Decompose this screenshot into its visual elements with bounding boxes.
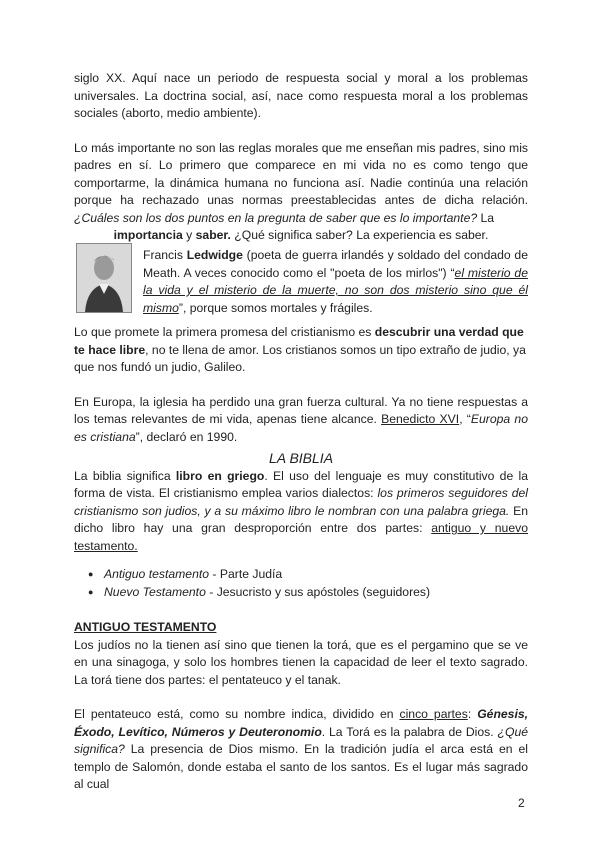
text-block-top [74, 70, 528, 245]
paragraph-lo-mas-importante: Lo más importante no son las reglas morales que me enseñan mis padres, sino mis padres en sí. Lo primero que comparece en mi vida no es como tengo que comportarme, la dinámica humana no funciona así. Nadie continúa una relación porque ha rechazado unas normas preestablecidas antes de dicha relación. ¿Cuáles son los dos puntos en la pregunta de saber que es lo importante? La [74, 140, 528, 225]
list-item: ● Antiguo testamento - Parte Judía [74, 565, 528, 583]
page-number: 2 [518, 796, 525, 810]
paragraph-europa: En Europa, la iglesia ha perdido una gran fuerza cultural. Ya no tiene respuestas a los temas relevantes de mi vida, apenas tiene alcance. Benedicto XVI, “Europa no es cristiana”, declaró en 1990. [74, 394, 528, 444]
list-item: ● Nuevo Testamento - Jesucristo y sus apóstoles (seguidores) [74, 583, 528, 601]
bio-ledwidge: Francis Ledwidge (poeta de guerra irlandés y soldado del condado de Meath. A veces conocido como el "poeta de los mirlos") “el misterio de la vida y el misterio de la muerte, no son dos misterio sino que él mismo”, porque somos mortales y frágiles. [143, 248, 528, 315]
paragraph-biblia: La biblia significa libro en griego. El uso del lenguaje es muy constitutivo de la forma de vista. El cristianismo emplea varios dialectos: los primeros seguidores del cristianismo son judios, y a su máximo libro le nombran con una palabra griega. En dicho libro hay una gran desproporción entre dos partes: antiguo y nuevo testamento. [74, 468, 529, 553]
section-heading-biblia: LA BIBLIA [268, 450, 334, 466]
question-italic: ¿Cuáles son los dos puntos en la pregunta de saber que es lo importante? [74, 210, 478, 225]
paragraph-promesa: Lo que promete la primera promesa del cristianismo es descubrir una verdad que te hace libre, no te llena de amor. Los cristianos somos un tipo extraño de judio, ya que nos fundó un judio, Galileo. [74, 325, 526, 374]
testament-list [74, 565, 528, 601]
paragraph-tora: Los judíos no la tienen así sino que tienen la torá, que es el pergamino que se ve en una sinagoga, y solo los hombres tienen la capacidad de leer el texto sagrado. La torá tiene dos partes: el pentateuco y el tanak. [74, 637, 528, 687]
paragraph-doctrina-social: siglo XX. Aquí nace un periodo de respuesta social y moral a los problemas universales. La doctrina social, así, nace como respuesta moral a los problemas sociales (aborto, medio ambiente). [74, 71, 528, 120]
poet-name: Ledwidge [186, 248, 243, 262]
poet-quote: el misterio de la vida y el misterio de la muerte, no son dos misterio sino que él mismo [143, 265, 528, 315]
benedicto-link[interactable]: Benedicto XVI [381, 412, 460, 426]
text-block-middle [74, 324, 528, 794]
paragraph-pentateuco: El pentateuco está, como su nombre indica, dividido en cinco partes: Génesis, Éxodo, Levítico, Números y Deuteronomio. La Torá es la palabra de Dios. ¿Qué significa? La presencia de Dios mismo. En la tradición judía el arca está en el templo de Salomón, donde estaba el santo de los santos. Es el lugar más sagrado al cual [74, 707, 528, 791]
portrait-image [76, 243, 132, 313]
section-heading-antiguo: ANTIGUO TESTAMENTO [74, 620, 217, 634]
paragraph-importancia-saber: importancia y saber. ¿Qué significa saber? La experiencia es saber. [113, 228, 489, 242]
portrait-illustration [77, 244, 131, 312]
